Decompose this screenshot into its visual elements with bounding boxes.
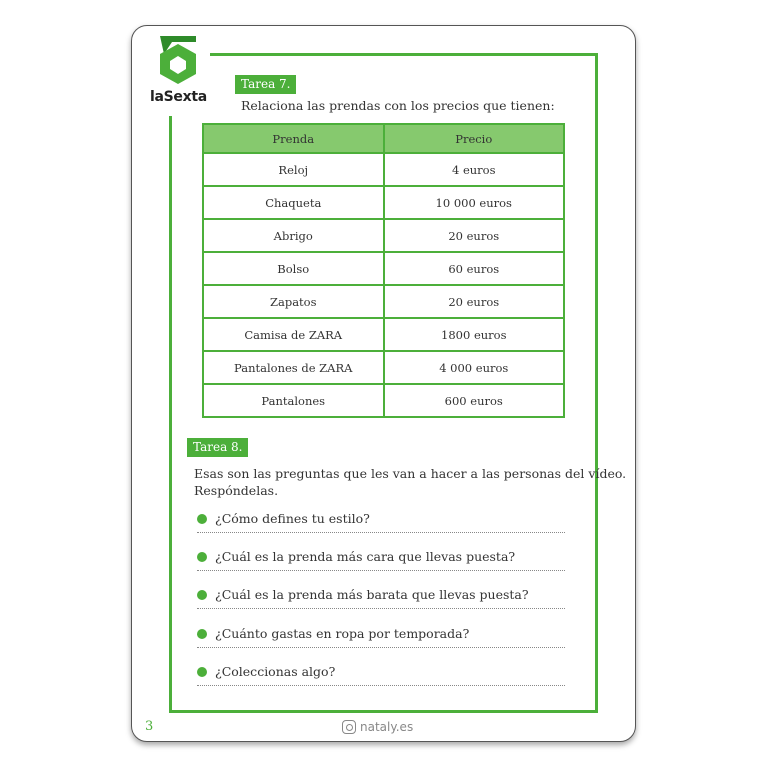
question-item: [197, 664, 577, 679]
question-text: ¿Cuál es la prenda más cara que llevas puesta?: [215, 549, 516, 564]
question-item: [197, 511, 577, 526]
table-header-row: [203, 124, 564, 153]
table-row: [203, 285, 564, 318]
task8-instruction-line2: Respóndelas.: [194, 483, 279, 498]
bullet-icon: [197, 514, 207, 524]
bullet-icon: [197, 629, 207, 639]
garment-cell: Pantalones: [203, 384, 384, 417]
table-row: [203, 219, 564, 252]
question-text: ¿Cuál es la prenda más barata que llevas puesta?: [215, 587, 529, 602]
column-header-prenda: Prenda: [203, 124, 384, 153]
lasexta-logo-text: laSexta: [150, 89, 207, 105]
answer-line: [197, 647, 565, 648]
instagram-icon: [342, 720, 356, 734]
task7-label: Tarea 7.: [235, 75, 296, 94]
garment-cell: Zapatos: [203, 285, 384, 318]
answer-line: [197, 532, 565, 533]
bullet-icon: [197, 552, 207, 562]
table-row: [203, 186, 564, 219]
garment-cell: Reloj: [203, 153, 384, 186]
table-row: [203, 318, 564, 351]
social-handle: nataly.es: [360, 720, 414, 734]
question-item: [197, 549, 577, 564]
price-cell: 4 000 euros: [384, 351, 565, 384]
bullet-icon: [197, 667, 207, 677]
price-cell: 20 euros: [384, 285, 565, 318]
table-row: [203, 351, 564, 384]
table-row: [203, 252, 564, 285]
garment-cell: Pantalones de ZARA: [203, 351, 384, 384]
page-number: 3: [145, 719, 154, 734]
footer-brand: [342, 720, 413, 734]
price-cell: 20 euros: [384, 219, 565, 252]
answer-line: [197, 570, 565, 571]
garment-cell: Camisa de ZARA: [203, 318, 384, 351]
question-text: ¿Cuánto gastas en ropa por temporada?: [215, 626, 470, 641]
task7-instruction: Relaciona las prendas con los precios que tienen:: [241, 98, 555, 113]
price-cell: 1800 euros: [384, 318, 565, 351]
question-item: [197, 587, 577, 602]
answer-line: [197, 608, 565, 609]
price-cell: 600 euros: [384, 384, 565, 417]
question-text: ¿Coleccionas algo?: [215, 664, 336, 679]
answer-line: [197, 685, 565, 686]
price-cell: 10 000 euros: [384, 186, 565, 219]
task8-label: Tarea 8.: [187, 438, 248, 457]
price-cell: 60 euros: [384, 252, 565, 285]
table-row: [203, 153, 564, 186]
bullet-icon: [197, 590, 207, 600]
garment-cell: Abrigo: [203, 219, 384, 252]
question-text: ¿Cómo defines tu estilo?: [215, 511, 370, 526]
price-cell: 4 euros: [384, 153, 565, 186]
task8-instruction-line1: Esas son las preguntas que les van a hacer a las personas del vídeo.: [194, 466, 627, 481]
lasexta-logo-icon: [150, 30, 206, 90]
question-item: [197, 626, 577, 641]
price-table: [202, 123, 565, 418]
garment-cell: Chaqueta: [203, 186, 384, 219]
garment-cell: Bolso: [203, 252, 384, 285]
table-row: [203, 384, 564, 417]
column-header-precio: Precio: [384, 124, 565, 153]
